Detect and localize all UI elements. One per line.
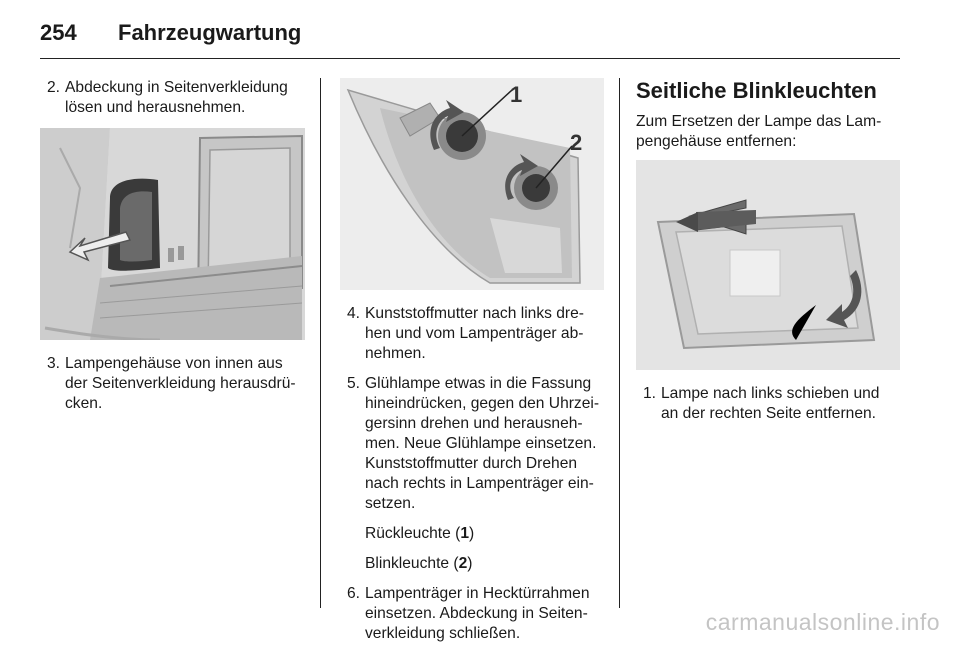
column-divider-left bbox=[320, 78, 321, 608]
figure-label-1: 1 bbox=[510, 82, 523, 107]
column-1 bbox=[40, 78, 305, 424]
watermark: carmanualsonline.info bbox=[705, 609, 940, 635]
step-6: 6. Lampenträger in Hecktürrahmen einsetzen. Abdeckung in Seiten- verkleidung schließen. bbox=[347, 585, 590, 642]
column-3 bbox=[636, 78, 900, 434]
step-5: 5. Glühlampe etwas in die Fassung hineindrücken, gegen den Uhrzei- gersinn drehen und herausneh- men. Neue Glühlampe einsetzen. Kunststoffmutter durch Drehen nach rechts in Lampenträger ein- setzen. bbox=[347, 375, 600, 512]
page-header bbox=[40, 18, 900, 59]
tail-lamp-illustration bbox=[340, 78, 604, 290]
step-1: 1. Lampe nach links schieben und an der rechten Seite entfernen. bbox=[643, 385, 880, 422]
page-number: 254 bbox=[40, 20, 77, 45]
trim-panel-illustration bbox=[40, 128, 305, 340]
figure-label-2: 2 bbox=[570, 130, 583, 155]
section-title: Seitliche Blinkleuchten bbox=[636, 78, 877, 103]
trim-panel-figure bbox=[40, 128, 305, 340]
indicator-ref: Blinkleuchte (2) bbox=[365, 555, 473, 572]
rear-light-ref: Rückleuchte (1) bbox=[365, 525, 475, 542]
intro-text: Zum Ersetzen der Lampe das Lam- pengehäuse entfernen: bbox=[636, 113, 882, 150]
step-3: 3. Lampengehäuse von innen aus der Seitenverkleidung herausdrü- cken. bbox=[47, 355, 296, 412]
step-2: 2. Abdeckung in Seitenverkleidung lösen und herausnehmen. bbox=[47, 79, 288, 116]
page-title: Fahrzeugwartung bbox=[118, 20, 302, 45]
tail-lamp-figure bbox=[340, 78, 604, 290]
side-indicator-illustration bbox=[636, 160, 900, 370]
step-4: 4. Kunststoffmutter nach links dre- hen und vom Lampenträger ab- nehmen. bbox=[347, 305, 584, 362]
side-indicator-figure bbox=[636, 160, 900, 370]
column-2 bbox=[340, 78, 604, 654]
column-divider-right bbox=[619, 78, 620, 608]
